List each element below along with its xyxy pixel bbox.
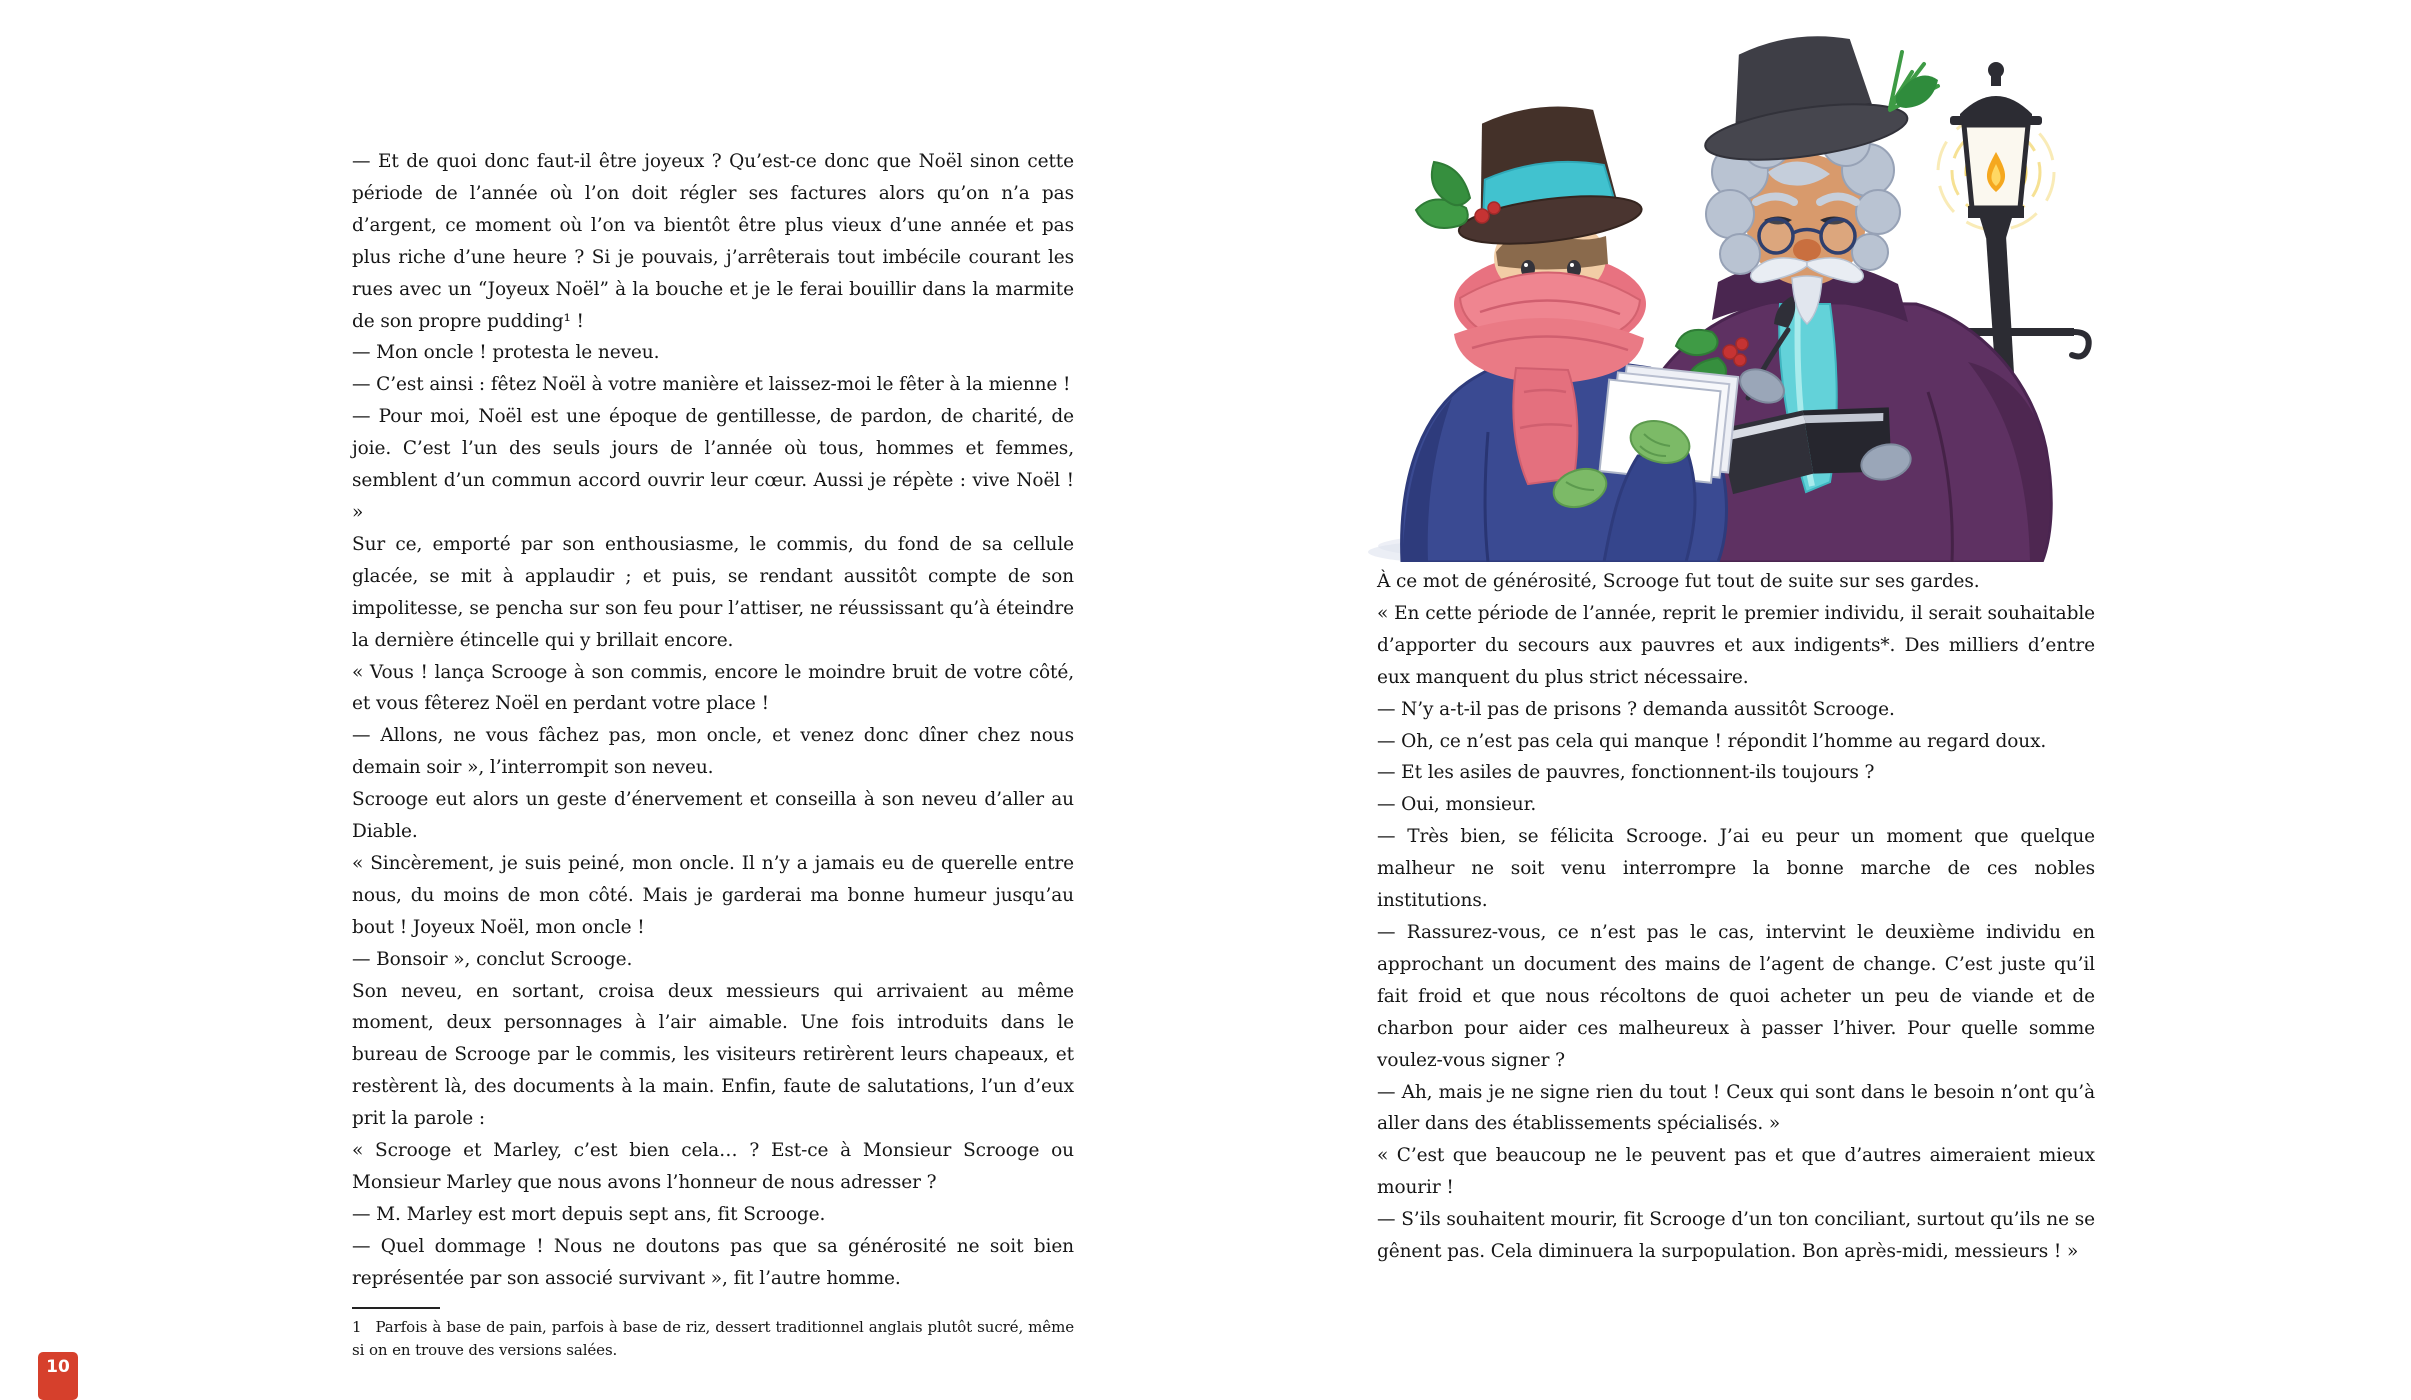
paragraph: — Et de quoi donc faut-il être joyeux ? Qu’est-ce donc que Noël sinon cette période de l’année où l’on doit régler ses factures alors qu’on n’a pas d’argent, ce moment où l’on va bientôt être plus vieux d’une année et pas plus riche d’une heure ? Si je pouvais, j’arrêterais tout imbécile courant les rues avec un “Joyeux Noël” à la bouche et je le ferai bouillir dans la marmite de son propre pudding¹ ! — [352, 151, 1074, 332]
paragraph: À ce mot de générosité, Scrooge fut tout de suite sur ses gardes. — [1377, 571, 1980, 592]
paragraph: Sur ce, emporté par son enthousiasme, le commis, du fond de sa cellule glacée, se mit à applaudir ; et puis, se rendant aussitôt compte de son impolitesse, se pencha sur son feu pour l’attiser, ne réussissant qu’à éteindre la dernière étincelle qui y brillait encore. — [352, 533, 1074, 651]
paragraph: — Mon oncle ! protesta le neveu. — [352, 342, 660, 364]
paragraph: « C’est que beaucoup ne le peuvent pas et que d’autres aimeraient mieux mourir ! — [1377, 1145, 2095, 1199]
right-page-text — [1377, 566, 2095, 1268]
footnote-text: Parfois à base de pain, parfois à base de riz, dessert traditionnel anglais plutôt sucré, même si on en trouve des versions salées. — [352, 1317, 1074, 1360]
paragraph: « Scrooge et Marley, c’est bien cela… ? Est-ce à Monsieur Scrooge ou Monsieur Marley que nous avons l’honneur de nous adresser ? — [352, 1140, 1074, 1193]
page-number: 10 — [46, 1357, 70, 1377]
paragraph: — Bonsoir », conclut Scrooge. — [352, 948, 633, 970]
story-illustration — [1368, 12, 2108, 562]
paragraph: — Oh, ce n’est pas cela qui manque ! répondit l’homme au regard doux. — [1377, 730, 2047, 752]
footnote-rule — [352, 1307, 440, 1309]
paragraph: Scrooge eut alors un geste d’énervement et conseilla à son neveu d’aller au Diable. — [352, 789, 1074, 843]
paragraph: — Et les asiles de pauvres, fonctionnent-ils toujours ? — [1377, 762, 1875, 784]
paragraph: — M. Marley est mort depuis sept ans, fit Scrooge. — [352, 1203, 826, 1225]
page-number-badge — [38, 1352, 78, 1400]
paragraph: — Allons, ne vous fâchez pas, mon oncle, et venez donc dîner chez nous demain soir », l’interrompit son neveu. — [352, 725, 1074, 779]
paragraph: — Quel dommage ! Nous ne doutons pas que sa générosité ne soit bien représentée par son associé survivant », fit l’autre homme. — [352, 1235, 1074, 1289]
left-page-text — [352, 146, 1074, 1363]
paragraph: « Sincèrement, je suis peiné, mon oncle. Il n’y a jamais eu de querelle entre nous, du moins de mon côté. Mais je garderai ma bonne humeur jusqu’au bout ! Joyeux Noël, mon oncle ! — [352, 852, 1074, 938]
paragraph: « Vous ! lança Scrooge à son commis, encore le moindre bruit de votre côté, et vous fêterez Noël en perdant votre place ! — [352, 661, 1074, 715]
right-page-paragraphs — [1377, 566, 2095, 1268]
paragraph: — S’ils souhaitent mourir, fit Scrooge d’un ton conciliant, surtout qu’ils ne se gênent pas. Cela diminuera la surpopulation. Bon après-midi, messieurs ! » — [1377, 1209, 2095, 1263]
pince-nez-glasses — [1759, 219, 1793, 253]
paragraph: — Pour moi, Noël est une époque de gentillesse, de pardon, de charité, de joie. C’est l’un des seuls jours de l’année où tous, hommes et femmes, semblent d’un commun accord ouvrir leur cœur. Aussi je répète : vive Noël ! » — [352, 406, 1074, 523]
paragraph: — Rassurez-vous, ce n’est pas le cas, intervint le deuxième individu en approchant un document des mains de l’agent de change. C’est juste qu’il fait froid et que nous récoltons de quoi acheter un peu de viande et de charbon pour aider ces malheureux à passer l’hiver. Pour quelle somme voulez-vous signer ? — [1377, 921, 2095, 1071]
footnote-marker: 1 — [352, 1317, 362, 1336]
paragraph: Son neveu, en sortant, croisa deux messieurs qui arrivaient au même moment, deux personnages à l’air aimable. Une fois introduits dans le bureau de Scrooge par le commis, les visiteurs retirèrent leurs chapeaux, et restèrent là, des documents à la main. Enfin, faute de salutations, l’un d’eux prit la parole : — [352, 980, 1074, 1130]
paragraph: — N’y a-t-il pas de prisons ? demanda aussitôt Scrooge. — [1377, 698, 1895, 720]
young-gentleman-illustration — [1402, 97, 1739, 562]
paragraph: — Très bien, se félicita Scrooge. J’ai eu peur un moment que quelque malheur ne soit venu interrompre la bonne marche de ces nobles institutions. — [1377, 826, 2095, 912]
footnote-body — [352, 1316, 1074, 1363]
paragraph: — Ah, mais je ne signe rien du tout ! Ceux qui sont dans le besoin n’ont qu’à aller dans des établissements spécialisés. » — [1377, 1081, 2095, 1135]
paragraph: « En cette période de l’année, reprit le premier individu, il serait souhaitable d’apporter du secours aux pauvres et aux indigents*. Des milliers d’entre eux manquent du plus strict nécessaire. — [1377, 602, 2095, 688]
paragraph: — Oui, monsieur. — [1377, 794, 1537, 816]
footnote — [352, 1307, 1074, 1363]
pine-sprig — [1890, 52, 1938, 110]
paragraph: — C’est ainsi : fêtez Noël à votre manière et laissez-moi le fêter à la mienne ! — [352, 374, 1071, 396]
left-page-paragraphs — [352, 146, 1074, 1295]
